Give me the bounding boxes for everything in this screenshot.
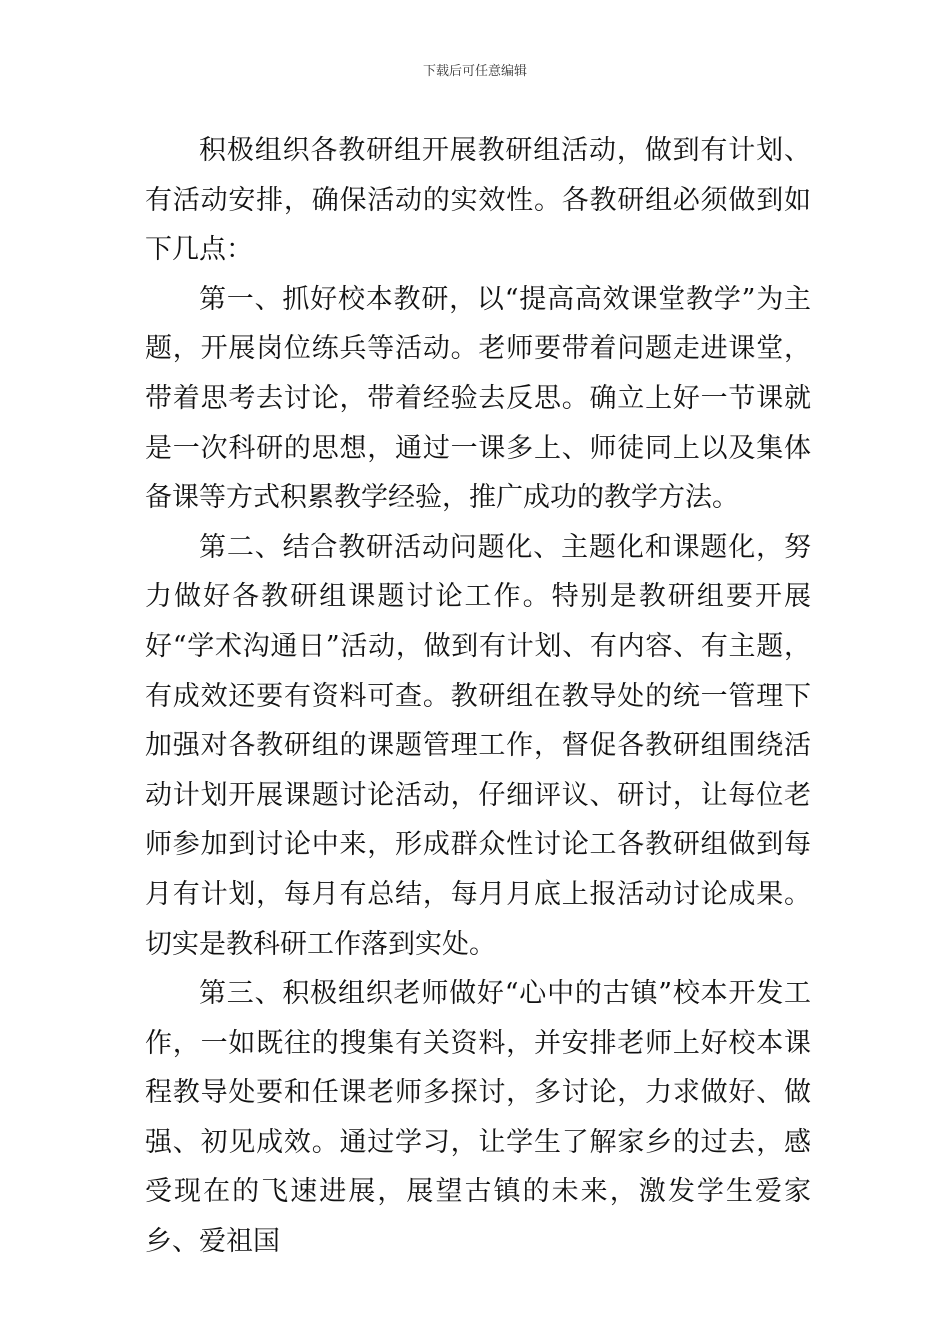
paragraph-point-one: 第一、抓好校本教研，以“提高高效课堂教学”为主题，开展岗位练兵等活动。老师要带着问题走进课堂，带着思考去讨论，带着经验去反思。确立上好一节课就是一次科研的思想，通过一课多上、师徒同上以及集体备课等方式积累教学经验，推广成功的教学方法。 [145, 283, 811, 514]
document-body [145, 126, 811, 1267]
paragraph-intro: 积极组织各教研组开展教研组活动，做到有计划、有活动安排，确保活动的实效性。各教研组必须做到如下几点： [145, 135, 811, 266]
paragraph-point-two: 第二、结合教研活动问题化、主题化和课题化，努力做好各教研组课题讨论工作。特别是教研组要开展好“学术沟通日”活动，做到有计划、有内容、有主题，有成效还要有资料可查。教研组在教导处的统一管理下加强对各教研组的课题管理工作，督促各教研组围绕活动计划开展课题讨论活动，仔细评议、研讨，让每位老师参加到讨论中来，形成群众性讨论工各教研组做到每月有计划，每月有总结，每月月底上报活动讨论成果。切实是教科研工作落到实处。 [145, 531, 811, 960]
page-header-note: 下载后可任意编辑 [422, 64, 527, 79]
paragraph-point-three: 第三、积极组织老师做好“心中的古镇”校本开发工作，一如既往的搜集有关资料，并安排老师上好校本课程教导处要和任课老师多探讨，多讨论，力求做好、做强、初见成效。通过学习，让学生了解家乡的过去，感受现在的飞速进展，展望古镇的未来，激发学生爱家乡、爱祖国 [145, 978, 811, 1258]
